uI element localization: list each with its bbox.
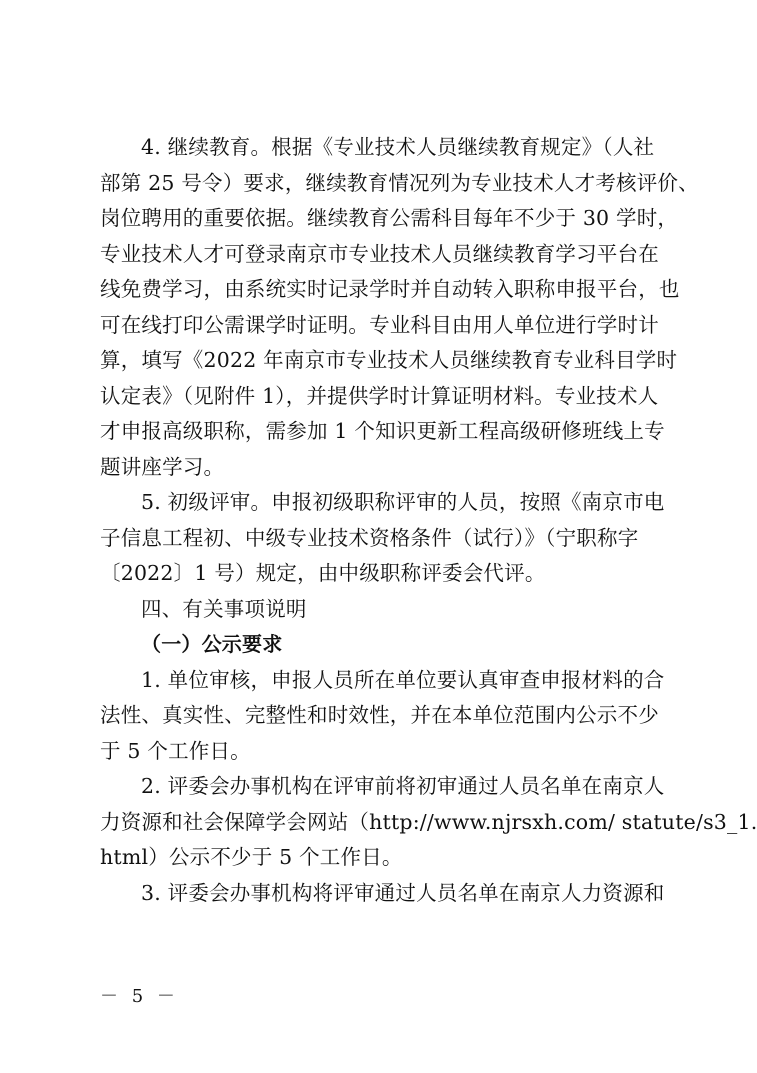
paragraph-line: 岗位聘用的重要依据。继续教育公需科目每年不少于 30 学时， [100, 206, 679, 230]
paragraph-line: html）公示不少于 5 个工作日。 [100, 845, 403, 869]
page-number: － 5 － [100, 986, 179, 1007]
paragraph-committee-publicity-line: 2. 评委会办事机构在评审前将初审通过人员名单在南京人 [141, 774, 665, 798]
paragraph-line: 〔2022〕1 号）规定，由中级职称评委会代评。 [100, 561, 546, 585]
document-body [100, 130, 757, 911]
section-heading: 四、有关事项说明 [141, 596, 307, 621]
subsection-heading: （一）公示要求 [141, 632, 283, 656]
paragraph-line: 部第 25 号令）要求，继续教育情况列为专业技术人才考核评价、 [100, 170, 699, 195]
paragraph-committee-result-line: 3. 评委会办事机构将评审通过人员名单在南京人力资源和 [141, 880, 665, 905]
paragraph-line: 于 5 个工作日。 [100, 738, 251, 763]
paragraph-primary-review-line: 5. 初级评审。申报初级职称评审的人员，按照《南京市电 [141, 490, 665, 514]
paragraph-line: 专业技术人才可登录南京市专业技术人员继续教育学习平台在 [100, 241, 659, 266]
paragraph-line: 可在线打印公需课学时证明。专业科目由用人单位进行学时计 [100, 312, 659, 337]
paragraph-line: 子信息工程初、中级专业技术资格条件（试行）》（宁职称字 [100, 525, 639, 550]
paragraph-line: 认定表》（见附件 1），并提供学时计算证明材料。专业技术人 [100, 383, 659, 408]
paragraph-unit-review-line: 1. 单位审核，申报人员所在单位要认真审查申报材料的合 [141, 667, 665, 692]
paragraph-line: 线免费学习，由系统实时记录学时并自动转入职称申报平台，也 [100, 277, 680, 301]
paragraph-line: 才申报高级职称，需参加 1 个知识更新工程高级研修班线上专 [100, 419, 665, 443]
paragraph-url-line: 力资源和社会保障学会网站（http://www.njrsxh.com/ statute/s3_1. [100, 809, 757, 834]
paragraph-continuing-education-line: 4. 继续教育。根据《专业技术人员继续教育规定》（人社 [141, 135, 655, 159]
paragraph-line: 法性、真实性、完整性和时效性，并在本单位范围内公示不少 [100, 703, 659, 727]
paragraph-line: 算，填写《2022 年南京市专业技术人员继续教育专业科目学时 [100, 348, 678, 372]
paragraph-line: 题讲座学习。 [100, 454, 225, 479]
